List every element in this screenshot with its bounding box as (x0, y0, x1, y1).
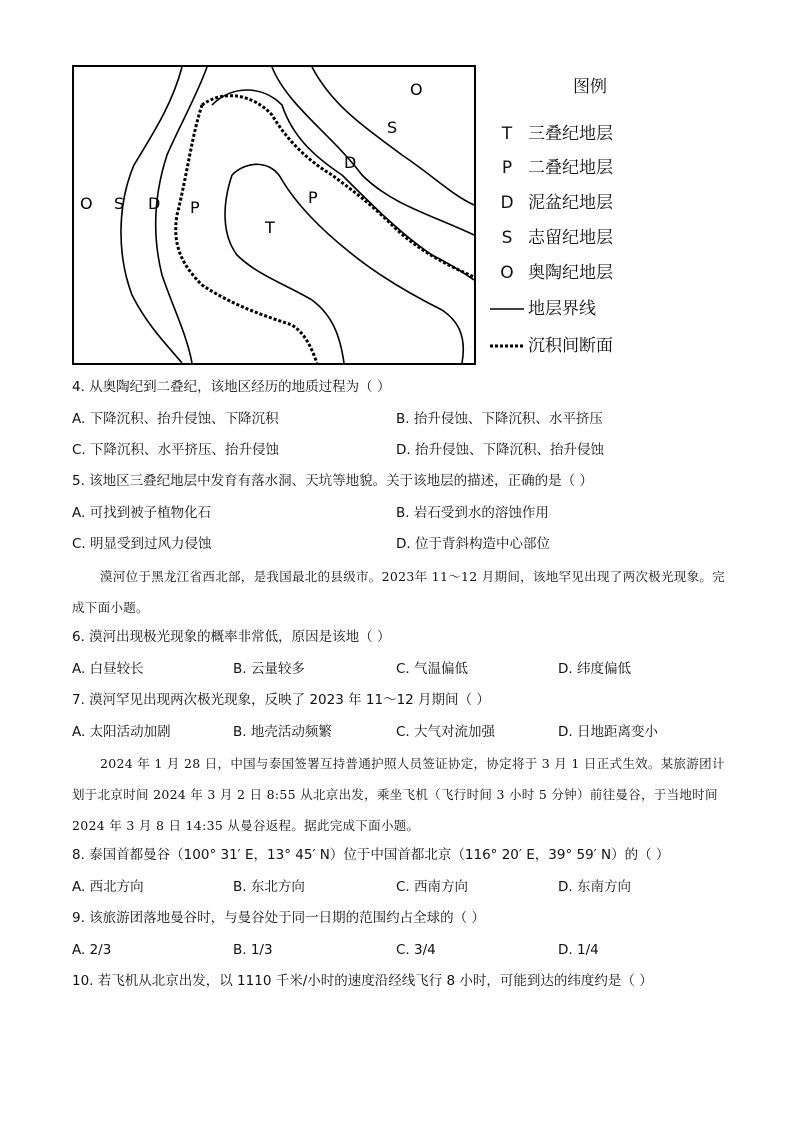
label-d-top: D (344, 153, 357, 172)
legend-label: 志留纪地层 (528, 228, 613, 248)
legend-label: 沉积间断面 (528, 336, 613, 356)
question-6-option-a[interactable]: A. 白昼较长 (72, 661, 144, 677)
question-9-option-d[interactable]: D. 1/4 (558, 942, 599, 958)
legend-symbol: P (501, 158, 513, 178)
question-9-stem: 9. 该旅游团落地曼谷时，与曼谷处于同一日期的范围约占全球的（ ） (72, 910, 485, 926)
label-t-mid: T (265, 218, 275, 237)
legend-label: 地层界线 (528, 299, 596, 319)
label-p-mid: P (308, 188, 318, 207)
legend-symbol: S (501, 228, 513, 248)
label-d-left: D (148, 194, 161, 213)
question-8-option-b[interactable]: B. 东北方向 (233, 879, 305, 895)
legend-item (490, 191, 613, 215)
question-9-option-c[interactable]: C. 3/4 (396, 942, 436, 958)
passage-thailand-visa: 2024 年 1 月 28 日，中国与泰国签署互持普通护照人员签证协定，协定将于 3 月 1 日正式生效。某旅游团计划于北京时间 2024 年 3 月 2 日 8:55 从北京出发，乘坐飞机（飞行时间 3 小时 5 分钟）前往曼谷，于当地时间 2024 年 3 月 8 日 14:35 从曼谷返程。据此完成下面小题。 (72, 756, 725, 833)
question-7-option-d[interactable]: D. 日地距离变小 (558, 724, 658, 740)
legend-item (490, 261, 613, 285)
question-4-option-d[interactable]: D. 抬升侵蚀、下降沉积、抬升侵蚀 (396, 442, 604, 458)
question-7-option-a[interactable]: A. 太阳活动加剧 (72, 724, 171, 740)
legend-item (490, 297, 596, 321)
legend-symbol: T (501, 124, 513, 144)
legend-item (490, 226, 613, 250)
question-8-option-c[interactable]: C. 西南方向 (396, 879, 469, 895)
question-8-stem: 8. 泰国首都曼谷（100° 31′ E，13° 45′ N）位于中国首都北京（116° 20′ E，39° 59′ N）的（ ） (72, 847, 670, 863)
question-6-option-b[interactable]: B. 云量较多 (233, 661, 305, 677)
legend-item (490, 334, 613, 358)
legend-symbol: O (500, 263, 514, 283)
geologic-map (72, 65, 476, 365)
legend-label: 二叠纪地层 (528, 158, 613, 178)
question-6-stem: 6. 漠河出现极光现象的概率非常低，原因是该地（ ） (72, 629, 391, 645)
geologic-map-figure (72, 65, 476, 365)
question-7-stem: 7. 漠河罕见出现两次极光现象，反映了 2023 年 11～12 月期间（ ） (72, 692, 490, 708)
question-4-option-c[interactable]: C. 下降沉积、水平挤压、抬升侵蚀 (72, 442, 280, 458)
question-9-option-b[interactable]: B. 1/3 (233, 942, 273, 958)
unconformity-symbol (490, 334, 524, 358)
legend-label: 奥陶纪地层 (528, 263, 613, 283)
question-8-option-a[interactable]: A. 西北方向 (72, 879, 144, 895)
label-o-top: O (410, 80, 423, 99)
question-6-option-d[interactable]: D. 纬度偏低 (558, 661, 631, 677)
question-4-option-b[interactable]: B. 抬升侵蚀、下降沉积、水平挤压 (396, 411, 603, 427)
legend-title: 图例 (573, 77, 607, 97)
question-8-option-d[interactable]: D. 东南方向 (558, 879, 631, 895)
label-p-left: P (190, 198, 200, 217)
legend-symbol: D (500, 193, 514, 213)
question-5-option-a[interactable]: A. 可找到被子植物化石 (72, 505, 212, 521)
question-5-option-c[interactable]: C. 明显受到过风力侵蚀 (72, 536, 212, 552)
legend-label: 三叠纪地层 (528, 124, 613, 144)
boundary-line-symbol (490, 297, 524, 321)
label-s-left: S (114, 194, 125, 213)
question-5-option-d[interactable]: D. 位于背斜构造中心部位 (396, 536, 550, 552)
question-10-stem: 10. 若飞机从北京出发，以 1110 千米/小时的速度沿经线飞行 8 小时，可能到达的纬度约是（ ） (72, 973, 653, 989)
passage-mohe: 漠河位于黑龙江省西北部，是我国最北的县级市。2023年 11～12 月期间，该地罕见出现了两次极光现象。完成下面小题。 (72, 569, 725, 615)
label-s-top: S (387, 118, 398, 137)
legend-item (490, 156, 613, 180)
question-7-option-b[interactable]: B. 地壳活动频繁 (233, 724, 332, 740)
question-6-option-c[interactable]: C. 气温偏低 (396, 661, 469, 677)
legend-label: 泥盆纪地层 (528, 193, 613, 213)
legend-item (490, 122, 613, 146)
label-o-left: O (80, 194, 93, 213)
question-4-stem: 4. 从奥陶纪到二叠纪，该地区经历的地质过程为（ ） (72, 379, 391, 395)
question-9-option-a[interactable]: A. 2/3 (72, 942, 112, 958)
question-5-stem: 5. 该地区三叠纪地层中发育有落水洞、天坑等地貌。关于该地层的描述，正确的是（ ） (72, 473, 593, 489)
question-4-option-a[interactable]: A. 下降沉积、抬升侵蚀、下降沉积 (72, 411, 279, 427)
question-5-option-b[interactable]: B. 岩石受到水的溶蚀作用 (396, 505, 549, 521)
question-7-option-c[interactable]: C. 大气对流加强 (396, 724, 496, 740)
